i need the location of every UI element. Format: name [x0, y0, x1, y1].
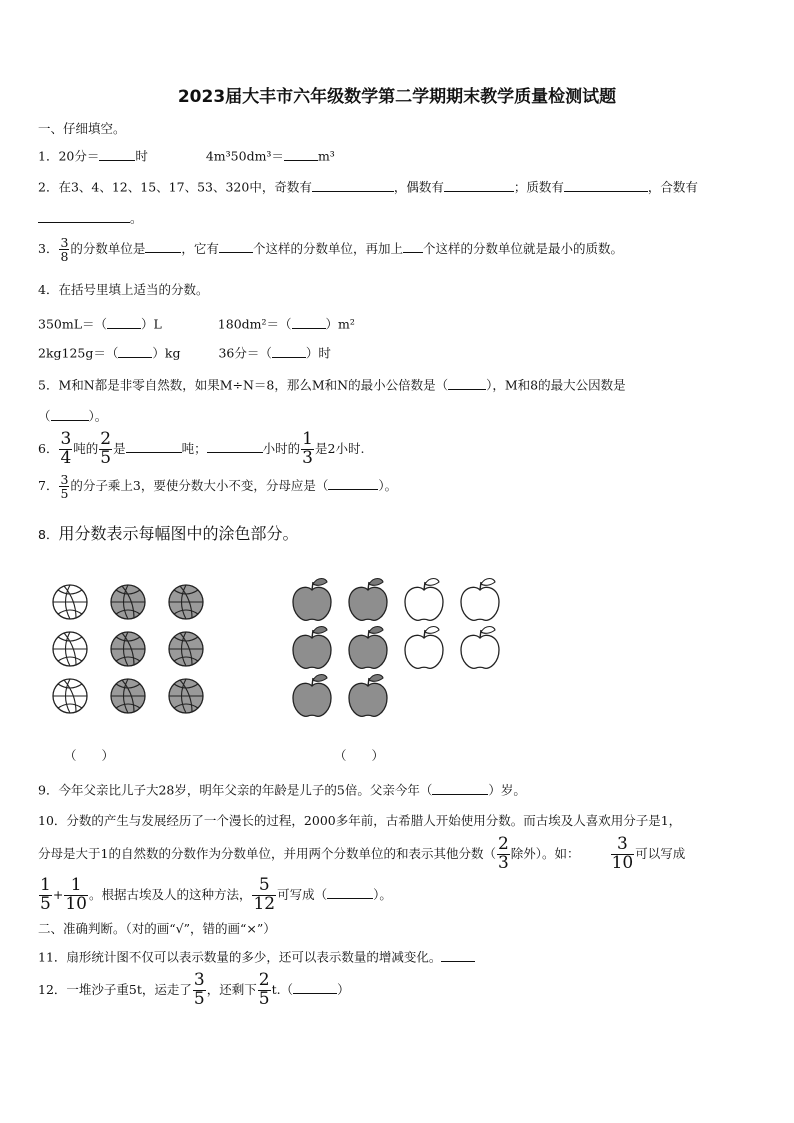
question-5-line-2	[38, 407, 107, 424]
question-8	[38, 524, 298, 543]
apple-icon	[405, 579, 443, 621]
page-title: 2023届大丰市六年级数学第二学期期末教学质量检测试题	[177, 87, 617, 107]
question-2-line-2	[38, 209, 143, 226]
q3-text-a: 的分数单位是	[70, 241, 146, 257]
answer-blank[interactable]	[441, 948, 475, 962]
q6-text-c: 吨；	[181, 440, 207, 456]
answer-blank[interactable]	[403, 240, 423, 254]
question-6	[38, 431, 364, 468]
q9-text-a: 今年父亲比儿子大28岁，明年父亲的年龄是儿子的5倍。父亲今年（	[58, 782, 433, 798]
question-10-line-3	[38, 877, 392, 914]
question-1	[38, 147, 335, 164]
answer-blank[interactable]	[448, 376, 486, 390]
shaded-apple-icon	[349, 675, 387, 717]
section-1-heading: 一、仔细填空。	[38, 121, 126, 136]
q8-text: 用分数表示每幅图中的涂色部分。	[58, 524, 299, 543]
answer-blank[interactable]	[272, 344, 306, 358]
question-number: 10．	[38, 813, 67, 828]
question-number: 4．	[38, 282, 59, 297]
q6-text-b: 是	[113, 440, 126, 456]
answer-blank[interactable]	[145, 240, 181, 254]
q6-text-a: 吨的	[73, 440, 99, 456]
answer-blank[interactable]	[118, 344, 152, 358]
question-7	[38, 473, 397, 500]
fraction: $\frac{1}{10}$	[65, 875, 87, 914]
q3-text-d: 个这样的分数单位就是最小的质数。	[422, 241, 623, 257]
question-5	[38, 376, 626, 393]
q11-text: 扇形统计图不仅可以表示数量的多少，还可以表示数量的增减变化。	[66, 949, 442, 965]
fraction: $\frac{1}{5}$	[40, 875, 51, 914]
basketball-icon	[53, 679, 87, 713]
apple-icon	[461, 579, 499, 621]
q4-item: 36分＝（	[218, 345, 272, 361]
question-10-line-2	[38, 836, 685, 873]
answer-blank[interactable]	[328, 477, 378, 491]
answer-blank[interactable]	[126, 439, 182, 453]
shaded-apple-icon	[349, 579, 387, 621]
basketball-figure	[44, 578, 214, 728]
basketball-icon	[53, 632, 87, 666]
shaded-apple-icon	[293, 579, 331, 621]
shaded-basketball-icon	[111, 585, 145, 619]
q12-text-d: ）	[337, 981, 350, 997]
q10-text-c: 可以写成	[635, 845, 686, 861]
answer-blank[interactable]	[327, 885, 373, 899]
shaded-apple-icon	[293, 627, 331, 669]
answer-blank[interactable]	[444, 178, 514, 192]
q1-text-d: m³	[317, 148, 335, 164]
q12-text-b: ，还剩下	[206, 981, 257, 997]
q4-item: 350mL＝（	[38, 316, 108, 332]
q2-text-b: ，偶数有	[393, 179, 444, 195]
question-number: 5．	[38, 377, 59, 393]
q10-text-e: 可写成（	[277, 886, 328, 902]
shaded-apple-icon	[293, 675, 331, 717]
q4-item: 180dm²＝（	[217, 316, 292, 332]
q4-item: ）m²	[325, 316, 355, 332]
apple-icon	[461, 627, 499, 669]
question-4	[38, 282, 208, 297]
answer-blank[interactable]	[432, 781, 488, 795]
q5-text-c: （	[38, 408, 51, 424]
answer-blank[interactable]	[293, 980, 337, 994]
q1-text-c: 4m³50dm³＝	[205, 148, 284, 164]
fraction: $\frac{3}{5}$	[60, 472, 69, 502]
section-2-heading: 二、准确判断。（对的画“√”，错的画“×”）	[38, 921, 276, 936]
question-number: 7．	[38, 478, 59, 494]
q8-answer-2[interactable]: （ ）	[334, 748, 385, 763]
q2-text-e: 。	[130, 210, 143, 226]
fraction: $\frac{3}{8}$	[60, 235, 69, 265]
fraction: $\frac{2}{5}$	[258, 970, 270, 1009]
question-number: 6．	[38, 440, 59, 456]
q2-text-d: ，合数有	[647, 179, 698, 195]
q12-text-a: 一堆沙子重5t，运走了	[66, 981, 192, 997]
answer-blank[interactable]	[219, 240, 253, 254]
q4-item: ）L	[141, 316, 162, 332]
answer-blank[interactable]	[51, 407, 89, 421]
question-11	[38, 948, 475, 965]
q2-text-c: ；质数有	[513, 179, 564, 195]
shaded-apple-icon	[349, 627, 387, 669]
q3-text-c: 个这样的分数单位，再加上	[252, 241, 403, 257]
q10-text-f: ）。	[373, 886, 392, 902]
fraction: $\frac{1}{3}$	[302, 429, 313, 468]
question-12	[38, 972, 350, 1009]
q6-text-e: 是2小时.	[315, 440, 365, 456]
fraction: $\frac{2}{3}$	[497, 834, 509, 873]
q10-text-a: 分母是大于1的自然数的分数作为分数单位，并用两个分数单位的和表示其他分数（	[38, 845, 496, 861]
q5-text-d: ）。	[88, 408, 108, 424]
question-number: 1．	[38, 148, 59, 164]
q3-text-b: ，它有	[181, 241, 219, 257]
answer-blank[interactable]	[207, 439, 263, 453]
q5-text-a: M和N都是非零自然数，如果M÷N＝8，那么M和N的最小公倍数是（	[58, 377, 449, 393]
shaded-basketball-icon	[169, 585, 203, 619]
q2-text-a: 在3、4、12、15、17、53、320中，奇数有	[58, 179, 312, 195]
question-number: 2．	[38, 179, 59, 195]
answer-blank[interactable]	[99, 147, 135, 161]
shaded-basketball-icon	[111, 632, 145, 666]
q4-item: 2kg125g＝（	[38, 345, 119, 361]
q12-text-c: t.（	[271, 981, 294, 997]
question-9	[38, 781, 526, 798]
fraction: $\frac{3}{5}$	[193, 970, 205, 1009]
question-4-line-1	[38, 315, 355, 332]
shaded-basketball-icon	[169, 632, 203, 666]
q4-text: 在括号里填上适当的分数。	[58, 282, 209, 297]
question-number: 12．	[38, 981, 67, 997]
question-2	[38, 178, 698, 195]
answer-blank[interactable]	[312, 178, 394, 192]
question-number: 3．	[38, 241, 59, 257]
question-4-line-2	[38, 344, 331, 361]
question-3	[38, 236, 623, 263]
question-10	[38, 813, 681, 828]
q1-text-b: 时	[135, 148, 148, 164]
fraction: $\frac{2}{5}$	[100, 429, 112, 468]
question-number: 11．	[38, 949, 67, 965]
q1-text-a: 20分＝	[58, 148, 100, 164]
q4-item: ）时	[305, 345, 331, 361]
apple-icon	[405, 627, 443, 669]
fraction: $\frac{5}{12}$	[253, 875, 276, 914]
shaded-basketball-icon	[111, 679, 145, 713]
shaded-basketball-icon	[169, 679, 203, 713]
q7-text-b: ）。	[378, 478, 398, 494]
fraction: $\frac{3}{10}$	[611, 834, 634, 873]
question-number: 9．	[38, 782, 59, 798]
answer-blank[interactable]	[564, 178, 648, 192]
q5-text-b: ），M和8的最大公因数是	[486, 377, 626, 393]
q4-item: ）kg	[152, 345, 181, 361]
q10-text-b: 除外）。如：	[510, 845, 580, 861]
q10-text-d: 。根据古埃及人的这种方法，	[88, 886, 252, 902]
q6-text-d: 小时的	[262, 440, 301, 456]
answer-blank[interactable]	[292, 315, 326, 329]
answer-blank[interactable]	[38, 209, 130, 223]
basketball-icon	[53, 585, 87, 619]
apple-figure	[288, 572, 508, 728]
answer-blank[interactable]	[284, 147, 318, 161]
q10-text-line-1: 分数的产生与发展经历了一个漫长的过程，2000多年前，古希腊人开始使用分数。而古埃及人喜欢用分子是1，	[66, 813, 682, 828]
answer-blank[interactable]	[107, 315, 141, 329]
question-number: 8．	[38, 527, 59, 542]
q8-answer-1[interactable]: （ ）	[64, 748, 115, 763]
q7-text-a: 的分子乘上3，要使分数大小不变，分母应是（	[70, 478, 329, 494]
plus-sign: +	[52, 886, 64, 902]
q9-text-b: ）岁。	[488, 782, 526, 798]
fraction: $\frac{3}{4}$	[60, 429, 72, 468]
